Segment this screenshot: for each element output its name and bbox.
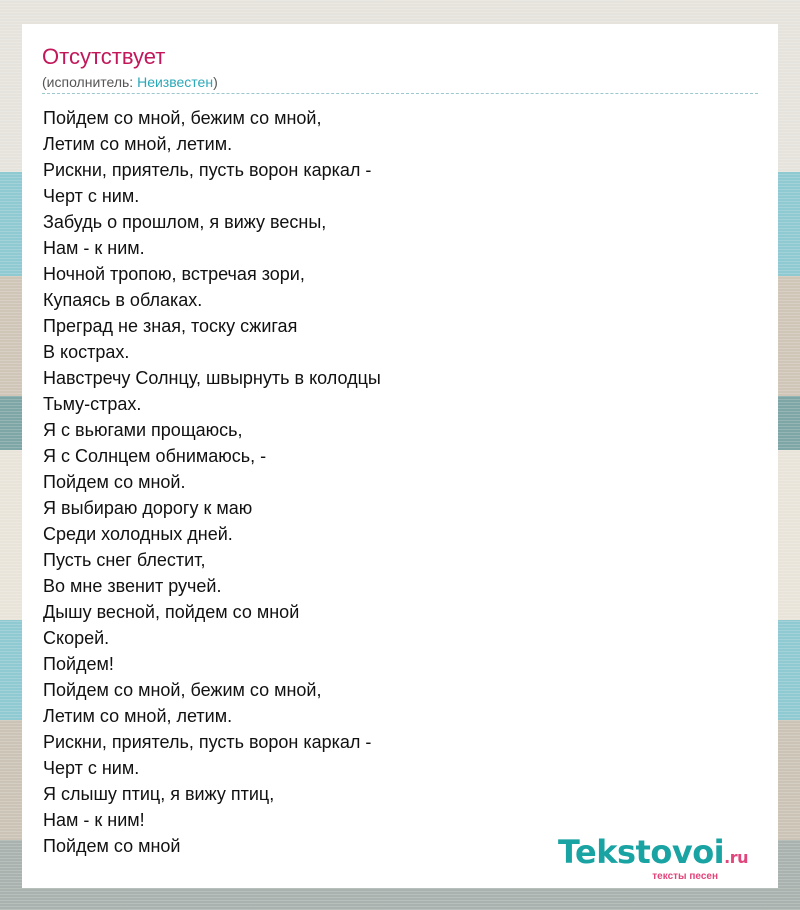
lyric-line: Я слышу птиц, я вижу птиц, (43, 784, 275, 804)
song-title: Отсутствует (42, 44, 166, 69)
lyric-line: Я выбираю дорогу к маю (43, 498, 253, 518)
lyric-line: Рискни, приятель, пусть ворон каркал - (43, 160, 372, 180)
lyric-line: Пойдем! (43, 654, 114, 674)
lyric-line: Нам - к ним! (43, 810, 145, 830)
lyric-line: Летим со мной, летим. (43, 706, 233, 726)
lyric-line: Пойдем со мной, бежим со мной, (43, 680, 322, 700)
logo-tagline: тексты песен (652, 871, 718, 882)
artist-prefix: (исполнитель: (42, 74, 138, 90)
lyric-line: Черт с ним. (43, 186, 140, 206)
lyric-line: Нам - к ним. (43, 238, 145, 258)
lyric-line: Навстречу Солнцу, швырнуть в колодцы (43, 368, 381, 388)
lyric-line: Преград не зная, тоску сжигая (43, 316, 298, 336)
lyrics-card (22, 24, 778, 888)
lyric-line: Тьму-страх. (43, 394, 142, 414)
lyric-line: Пойдем со мной (43, 836, 181, 856)
lyric-line: Скорей. (43, 628, 110, 648)
lyric-line: Купаясь в облаках. (43, 290, 203, 310)
lyric-line: Пойдем со мной, бежим со мной, (43, 108, 322, 128)
lyric-line: Черт с ним. (43, 758, 140, 778)
lyric-line: Ночной тропою, встречая зори, (43, 264, 305, 284)
lyric-line: Летим со мной, летим. (43, 134, 233, 154)
lyric-line: Дышу весной, пойдем со мной (43, 602, 300, 622)
artist-link[interactable]: Неизвестен (137, 74, 214, 90)
lyric-line: Я с Солнцем обнимаюсь, - (43, 446, 267, 466)
song-artist-line (42, 73, 218, 91)
lyric-line: Во мне звенит ручей. (43, 576, 222, 596)
lyric-line: Пойдем со мной. (43, 472, 186, 492)
lyric-line: Я с вьюгами прощаюсь, (43, 420, 243, 440)
lyric-line: В кострах. (43, 342, 130, 362)
lyric-line: Среди холодных дней. (43, 524, 233, 544)
lyrics-text (43, 105, 381, 859)
lyric-line: Пусть снег блестит, (43, 550, 206, 570)
lyric-line: Рискни, приятель, пусть ворон каркал - (43, 732, 372, 752)
logo-name: Tekstovoi (557, 833, 725, 871)
artist-suffix: ) (213, 74, 218, 90)
site-logo[interactable] (558, 835, 748, 882)
lyric-line: Забудь о прошлом, я вижу весны, (43, 212, 327, 232)
divider (42, 93, 758, 94)
logo-tld: .ru (724, 848, 748, 867)
